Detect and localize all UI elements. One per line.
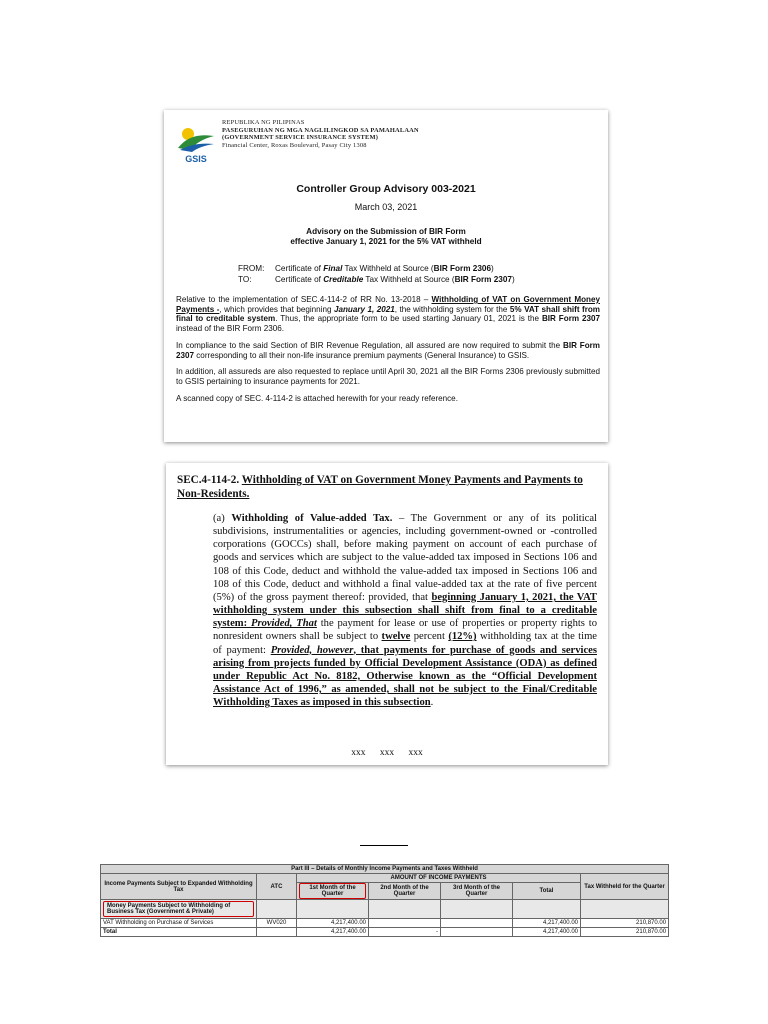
subject-line-1: Advisory on the Submission of BIR Form (306, 227, 466, 236)
p2-text-2: corresponding to all their non-life insurance premium payments (General Insurance) to GSIS. (194, 350, 530, 360)
p2-text: In compliance to the said Section of BIR Revenue Regulation, all assured are now required to submit the (176, 340, 563, 350)
para-rate: (12%) (448, 631, 477, 643)
para-text-3: percent (410, 631, 449, 643)
empty-cell (513, 900, 581, 919)
to-line (238, 275, 515, 286)
table-section-row (101, 900, 669, 919)
to-text-2: Tax Withheld at Source ( (363, 274, 455, 284)
to-label: TO: (238, 274, 252, 284)
gsis-logo (176, 118, 216, 164)
org-line-4: Financial Center, Roxas Boulevard, Pasay City 1308 (222, 141, 367, 149)
from-emphasis: Final (323, 264, 343, 273)
para-label: (a) (213, 513, 232, 524)
p1-text: Relative to the implementation of SEC.4-114-2 of RR No. 13-2018 – (176, 295, 432, 304)
section-label-cell (101, 900, 257, 919)
to-emphasis: Creditable (323, 274, 364, 284)
paragraph-3: In addition, all assureds are also requested to replace until April 30, 2021 all the BIR Forms 2306 previously submitted to GSIS pertaining to insurance payments for 2021. (176, 367, 600, 386)
p1-text-2: , which provides that beginning (219, 304, 334, 314)
from-label: FROM: (238, 264, 265, 273)
para-end: . (430, 697, 434, 709)
p1-underlined: Withholding of VAT on Government Money Payments - (176, 295, 600, 314)
advisory-date: March 03, 2021 (354, 202, 418, 212)
row1-total: 4,217,400.00 (513, 919, 581, 928)
empty-cell (581, 900, 669, 919)
p1-date: January 1, 2021 (333, 304, 395, 314)
col-atc-header: ATC (257, 874, 297, 900)
section-paragraph (177, 512, 597, 709)
p1-text-4: . Thus, the appropriate form to be used starting January 01, 2021 is the (275, 314, 542, 324)
organization-header (222, 119, 419, 149)
col-month1-header (297, 883, 369, 900)
para-text-4: withholding tax at the time of payment: (213, 631, 598, 656)
empty-cell (441, 900, 513, 919)
row2-tax: 210,870.00 (581, 928, 669, 937)
row1-tax: 210,870.00 (581, 919, 669, 928)
empty-cell (297, 900, 369, 919)
advisory-subject (164, 227, 608, 247)
empty-cell (257, 900, 297, 919)
advisory-document (164, 110, 608, 442)
to-text: Certificate of (275, 274, 324, 284)
table-header-row-1 (101, 874, 669, 883)
from-line (238, 264, 515, 275)
subject-line-2: effective January 1, 2021 for the 5% VAT withheld (290, 237, 482, 246)
p1-text-5: instead of the BIR Form 2306. (176, 324, 284, 334)
advisory-body (176, 295, 600, 410)
bir-form-table (100, 864, 668, 956)
row2-month2: - (369, 928, 441, 937)
para-underlined-2: , that payments for purchase of goods and services arising from projects funded by Official Development Assistance (ODA) as defined under Republic Act No. 8182, Otherwise known as the “Official Development Assistance Act of 1996,” as amended, shall not be subject to the Final/Creditable Withholding Taxes as imposed in this subsection (213, 644, 597, 709)
amount-header: AMOUNT OF INCOME PAYMENTS (297, 874, 581, 883)
col-total-header: Total (513, 883, 581, 900)
col-income-header: Income Payments Subject to Expanded Withholding Tax (101, 874, 257, 900)
paragraph-4: A scanned copy of SEC. 4-114-2 is attached herewith for your ready reference. (176, 393, 458, 403)
para-proviso-1: Provided, That (250, 618, 317, 630)
empty-cell (369, 900, 441, 919)
regulation-excerpt (166, 463, 608, 765)
p1-bold: 5% VAT shall shift from final to creditable system (176, 304, 601, 324)
from-close: ) (491, 264, 494, 273)
p2-form: BIR Form 2307 (176, 340, 601, 360)
from-to-block (238, 264, 515, 285)
section-heading (177, 473, 597, 501)
para-proviso-2: Provided, however (270, 644, 354, 656)
to-form: BIR Form 2307 (454, 274, 512, 284)
paragraph-1 (176, 295, 600, 334)
section-body (177, 512, 597, 709)
col-month3-header: 3rd Month of the Quarter (441, 883, 513, 900)
row2-month3 (441, 928, 513, 937)
part-title: Part III – Details of Monthly Income Payments and Taxes Withheld (101, 865, 669, 874)
org-line-2: PASEGURUHAN NG MGA NAGLILINGKOD SA PAMAHALAAN (222, 126, 419, 134)
row2-desc: Total (101, 928, 257, 937)
row1-month1: 4,217,400.00 (297, 919, 369, 928)
section-title: Withholding of VAT on Government Money Payments and Payments to Non-Residents. (177, 474, 583, 500)
table-part-title-row (101, 865, 669, 874)
para-text-2: the payment for lease or use of properties or property rights to nonresident owners shall be subject to (213, 618, 598, 643)
col-tax-header: Tax Withheld for the Quarter (581, 874, 669, 900)
advisory-title: Controller Group Advisory 003-2021 (296, 183, 476, 195)
to-close: ) (511, 274, 515, 284)
row1-atc: WV020 (257, 919, 297, 928)
row1-month3 (441, 919, 513, 928)
para-heading: Withholding of Value-added Tax. (231, 513, 393, 524)
p1-form: BIR Form 2307 (541, 314, 600, 324)
table-row (101, 919, 669, 928)
row1-month2 (369, 919, 441, 928)
para-text: – The Government or any of its political subdivisions, instrumentalities or agencies, including government-owned or -controlled corporations (GOCCs) shall, before making payment on account of each purchase of goods and services which are subject to the value-added tax imposed in Sections 106 and 108 of this Code, deduct and withhold the value-added tax imposed in Sections 106 and 108 of this Code, deduct and withhold a final value-added tax at the rate of five percent (5%) of the gross payment thereof: provided, that (213, 513, 598, 603)
p1-text-3: , the withholding system for the (394, 304, 510, 314)
col-month2-header: 2nd Month of the Quarter (369, 883, 441, 900)
from-text-2: Tax Withheld at Source ( (342, 264, 434, 273)
separator-line (360, 845, 408, 846)
row2-month1: 4,217,400.00 (297, 928, 369, 937)
para-underlined-1: beginning January 1, 2021, the VAT withholding system under this subsection shall shift from final to a creditable system: (213, 591, 598, 630)
org-line-1: REPUBLIKA NG PILIPINAS (222, 119, 305, 126)
from-text: Certificate of (275, 264, 324, 273)
svg-text:GSIS: GSIS (185, 154, 207, 164)
section-label-highlight: Money Payments Subject to Withholding of Business Tax (Government & Private) (103, 901, 254, 917)
from-form: BIR Form 2306 (433, 264, 492, 273)
para-twelve: twelve (381, 631, 411, 643)
excerpt-footer: xxx xxx xxx (351, 748, 423, 758)
row2-total: 4,217,400.00 (513, 928, 581, 937)
org-line-3: (GOVERNMENT SERVICE INSURANCE SYSTEM) (222, 134, 379, 142)
table-row-total (101, 928, 669, 937)
row2-atc (257, 928, 297, 937)
month1-highlight: 1st Month of the Quarter (299, 883, 366, 899)
row1-desc: VAT Withholding on Purchase of Services (101, 919, 257, 928)
section-number: SEC.4-114-2. (177, 474, 242, 486)
paragraph-2 (176, 341, 600, 360)
